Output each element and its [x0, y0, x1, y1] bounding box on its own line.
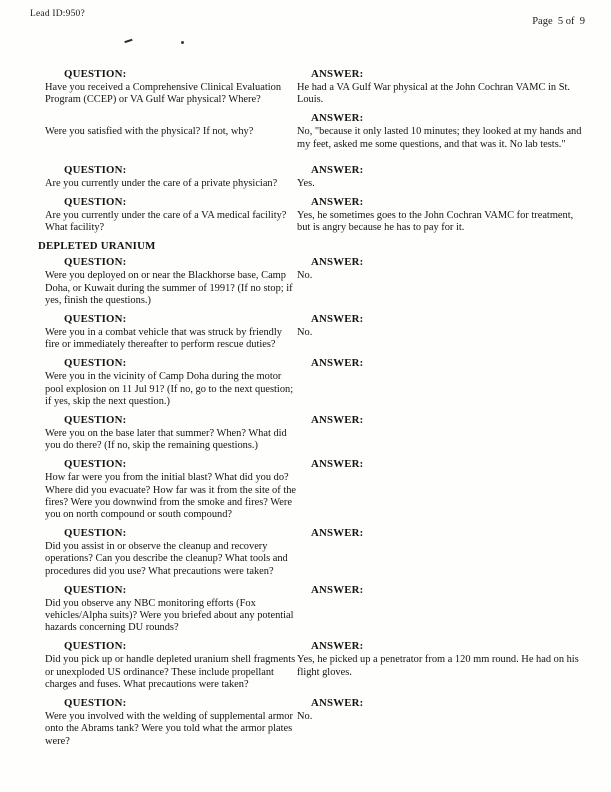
question-label: QUESTION: [64, 163, 127, 176]
question-text: Were you on the base later that summer? When? What did you do there? (If no, skip the remaining questions.) [45, 428, 287, 452]
scan-artifact [181, 41, 184, 44]
question-label: QUESTION: [64, 68, 127, 80]
question-text: Did you pick up or handle depleted uranium shell fragments or unexploded US ordinance? These include propellant charges and fuses. What precautions were taken? [45, 654, 296, 690]
question-text: How far were you from the initial blast? What did you do? Where did you evacuate? How far was it from the site of the fires? Were you downwind from the smoke and fires? Were you on north compound or south compound? [45, 472, 297, 521]
answer-label: ANSWER: [311, 414, 364, 427]
question-label: QUESTION: [64, 196, 127, 209]
answer-text: Yes. [297, 177, 315, 189]
scan-artifact [123, 36, 132, 43]
question-text: Were you satisfied with the physical? If not, why? [45, 126, 254, 138]
question-text: Were you deployed on or near the Blackhorse base, Camp Doha, or Kuwait during the summer of 1991? (If no stop; if yes, finish the questions.) [45, 270, 293, 306]
qa-row [0, 313, 611, 351]
question-label: QUESTION: [64, 458, 127, 471]
question-label: QUESTION: [64, 256, 127, 269]
question-text: Were you involved with the welding of supplemental armor onto the Abrams tank? Were you told what the armor plates were? [45, 711, 293, 747]
answer-label: ANSWER: [311, 163, 364, 176]
answer-text: No. [297, 327, 313, 339]
lead-id: Lead ID:950? [30, 9, 85, 19]
question-text: Are you currently under the care of a VA medical facility? What facility? [45, 210, 287, 234]
qa-row [0, 414, 611, 452]
answer-text: Yes, he picked up a penetrator from a 120 mm round. He had on his flight gloves. [297, 654, 579, 678]
answer-label: ANSWER: [311, 458, 364, 471]
qa-row [0, 68, 611, 106]
question-label: QUESTION: [64, 313, 127, 326]
question-label: QUESTION: [64, 357, 127, 370]
question-label: QUESTION: [64, 527, 127, 540]
qa-row [0, 458, 611, 521]
section-heading-depleted-uranium: DEPLETED URANIUM [38, 240, 156, 253]
qa-content [0, 68, 611, 754]
qa-row [0, 196, 611, 234]
answer-text: Yes, he sometimes goes to the John Cochran VAMC for treatment, but is angry because he has to pay for it. [297, 210, 574, 234]
question-label: QUESTION: [64, 697, 127, 710]
page-number: Page 5 of 9 [532, 16, 585, 27]
answer-text: He had a VA Gulf War physical at the John Cochran VAMC in St. Louis. [297, 82, 570, 106]
answer-label: ANSWER: [311, 527, 364, 540]
answer-text: No, "because it only lasted 10 minutes; they looked at my hands and my feet, asked me some questions, and that was it. No lab tests." [297, 126, 582, 150]
answer-text: No. [297, 270, 313, 282]
question-label: QUESTION: [64, 583, 127, 596]
question-text: Are you currently under the care of a private physician? [45, 177, 278, 189]
answer-label: ANSWER: [311, 68, 364, 80]
question-label: QUESTION: [64, 640, 127, 653]
qa-row [0, 697, 611, 748]
qa-row [0, 357, 611, 408]
qa-row [0, 527, 611, 578]
answer-label: ANSWER: [311, 256, 364, 269]
question-text: Did you observe any NBC monitoring efforts (Fox vehicles/Alpha suits)? Were you briefed about any potential hazards concerning DU rounds? [45, 597, 294, 634]
answer-label: ANSWER: [311, 357, 364, 370]
qa-row [0, 584, 611, 635]
qa-row [0, 164, 611, 190]
question-text: Have you received a Comprehensive Clinical Evaluation Program (CCEP) or VA Gulf War physical? Where? [45, 82, 282, 106]
question-text: Did you assist in or observe the cleanup and recovery operations? Can you describe the cleanup? What tools and procedures did you use? What precautions were taken? [45, 541, 288, 577]
qa-row [0, 112, 611, 150]
question-text: Were you in the vicinity of Camp Doha during the motor pool explosion on 11 Jul 91? (If no, go to the next question; if yes, skip the next question.) [45, 371, 294, 407]
answer-label: ANSWER: [311, 697, 364, 710]
answer-label: ANSWER: [311, 196, 364, 209]
answer-label: ANSWER: [311, 313, 364, 326]
qa-row [0, 640, 611, 691]
question-text: Were you in a combat vehicle that was struck by friendly fire or immediately thereafter to perform rescue duties? [45, 327, 282, 351]
question-label: QUESTION: [64, 414, 127, 427]
qa-row [0, 256, 611, 307]
answer-label: ANSWER: [311, 583, 364, 596]
answer-text: No. [297, 711, 313, 723]
answer-label: ANSWER: [311, 112, 364, 125]
answer-label: ANSWER: [311, 640, 364, 653]
